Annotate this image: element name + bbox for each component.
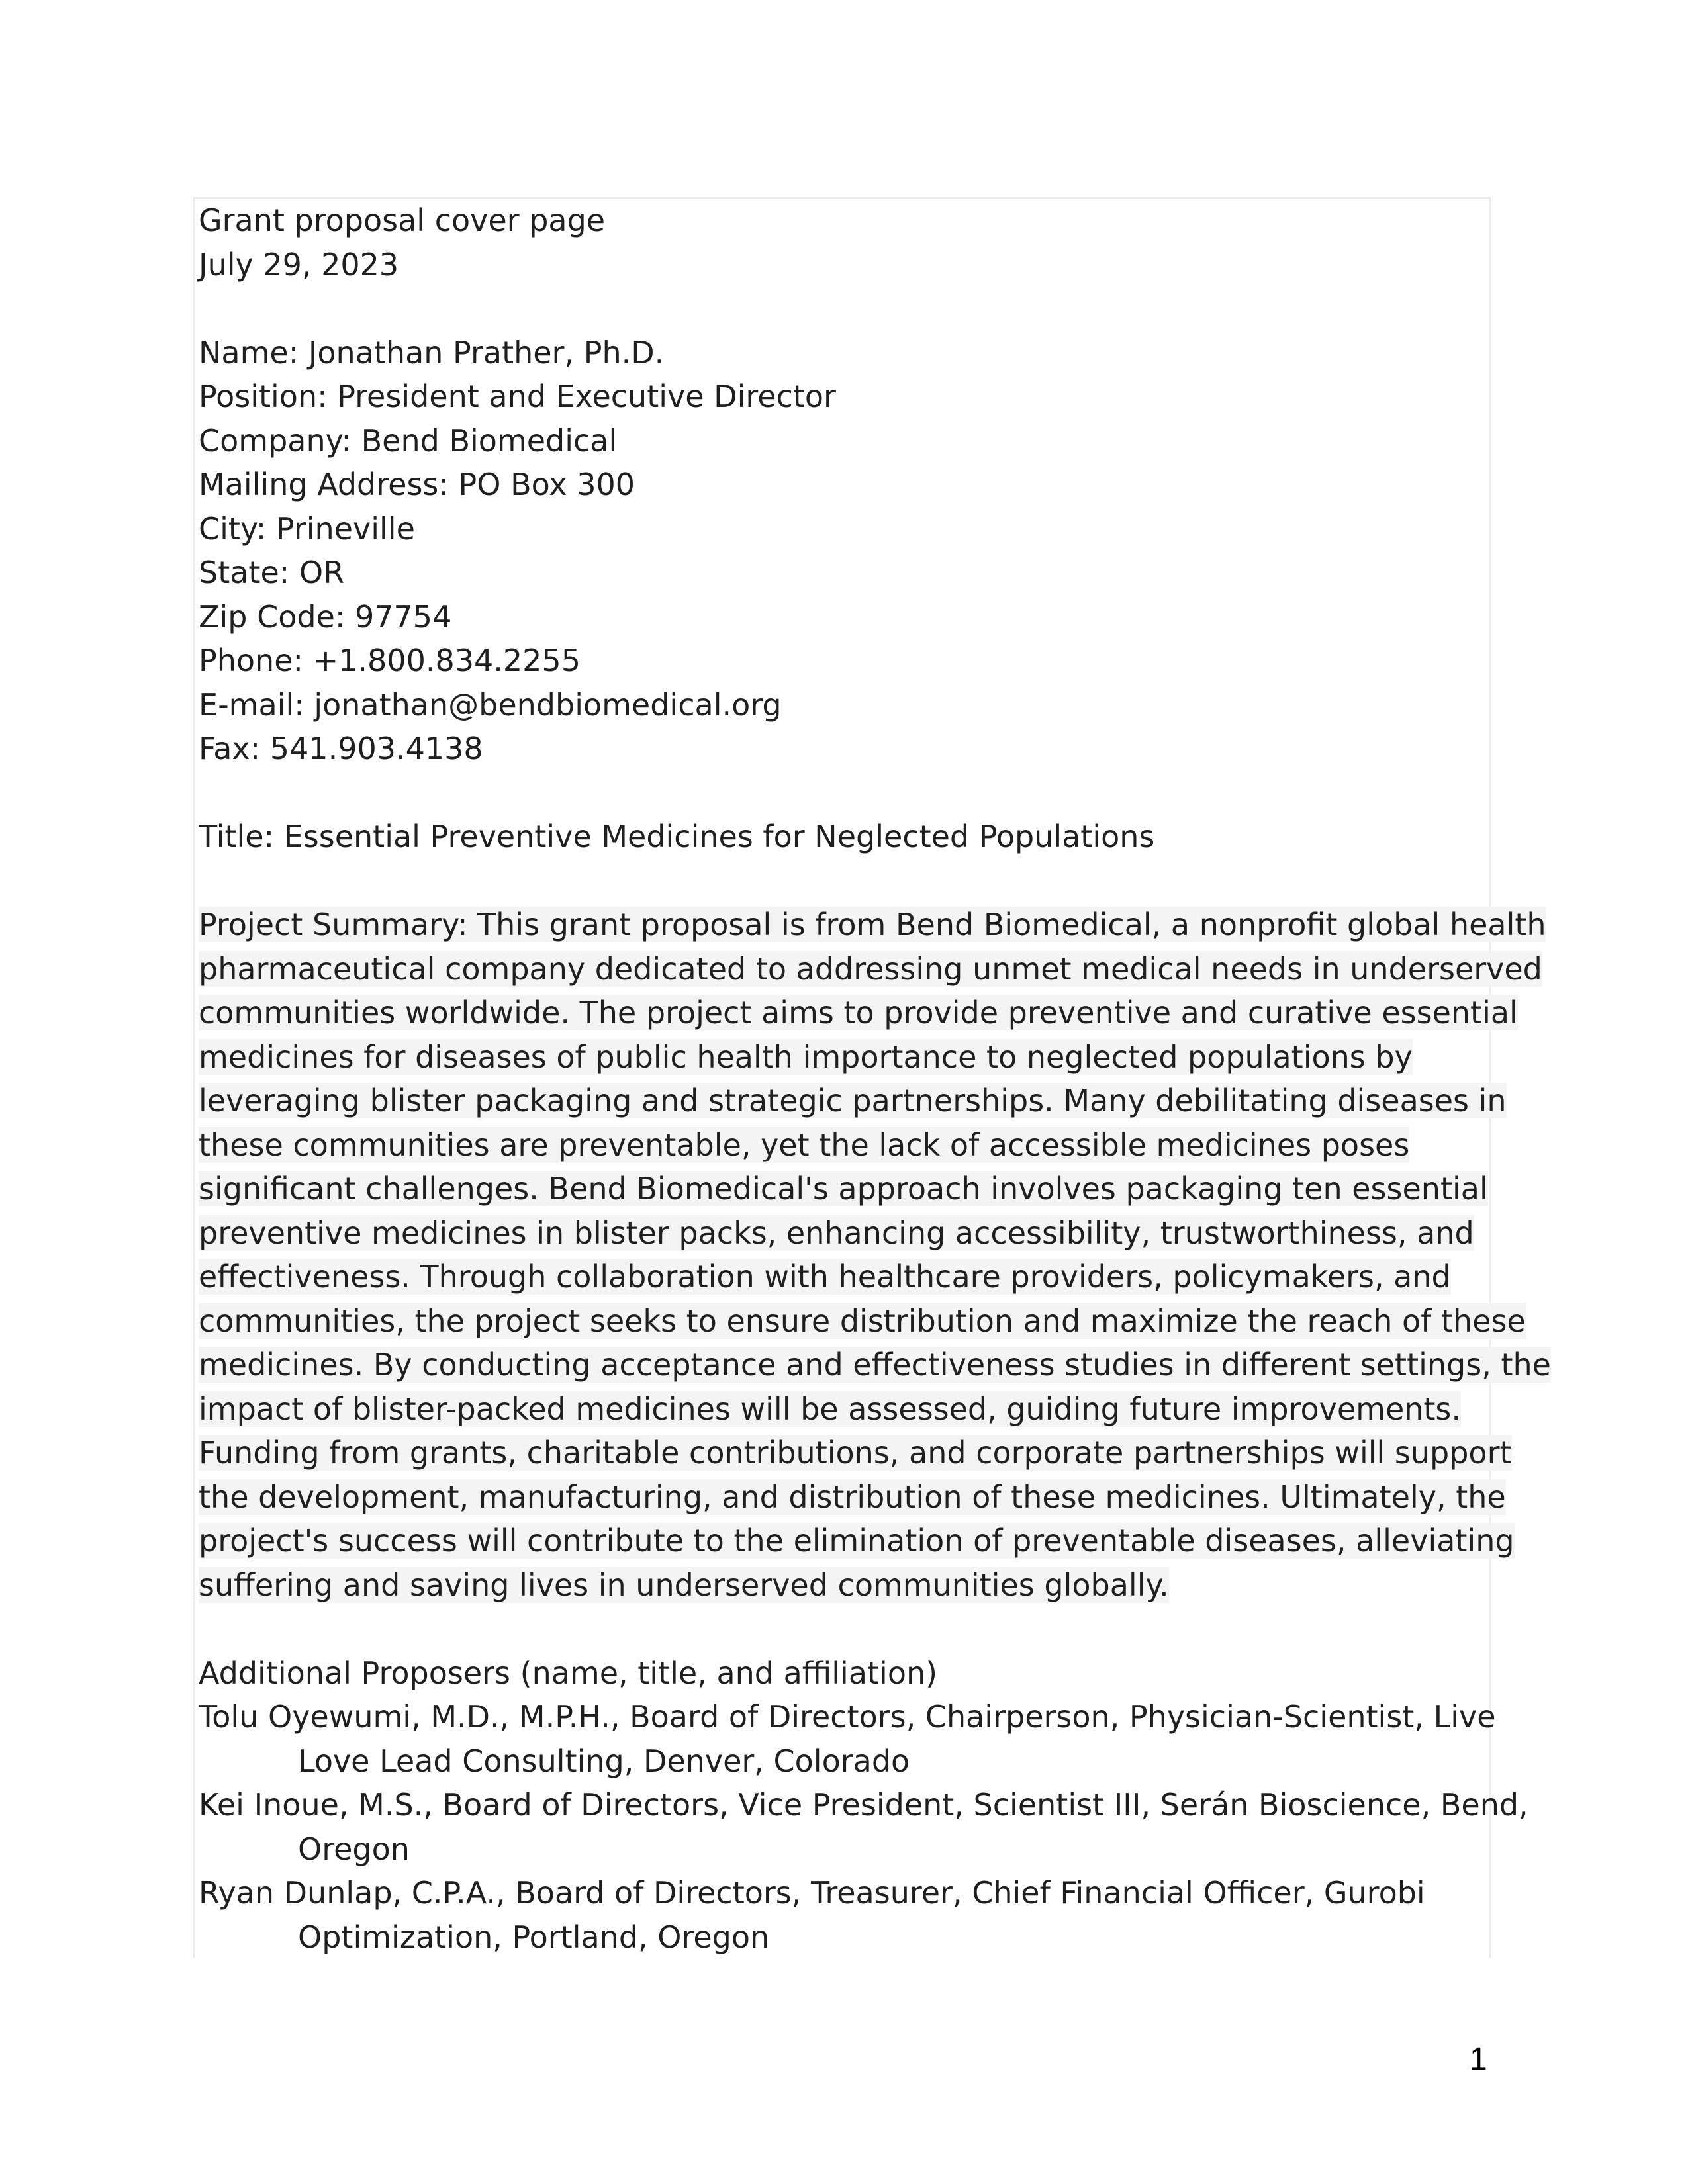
contact-company: Company: Bend Biomedical xyxy=(199,422,618,459)
summary-line: Funding from grants, charitable contributions, and corporate partnerships will support xyxy=(199,1435,1512,1471)
document-body xyxy=(199,199,1551,1959)
proposer-entry xyxy=(199,1695,1496,1783)
summary-line: project's success will contribute to the elimination of preventable diseases, alleviating xyxy=(199,1523,1515,1559)
spacer xyxy=(199,771,1491,815)
summary-line: the development, manufacturing, and distribution of these medicines. Ultimately, the xyxy=(199,1479,1506,1515)
proposer-line: Ryan Dunlap, C.P.A., Board of Directors, Treasurer, Chief Financial Officer, Gurobi xyxy=(199,1875,1425,1911)
summary-line: communities, the project seeks to ensure distribution and maximize the reach of these xyxy=(199,1302,1526,1339)
document-date: July 29, 2023 xyxy=(199,246,399,283)
page-number: 1 xyxy=(1470,2042,1487,2077)
proposer-continuation: Love Lead Consulting, Denver, Colorado xyxy=(298,1743,910,1779)
proposer-continuation: Oregon xyxy=(298,1831,410,1867)
summary-line: medicines. By conducting acceptance and effectiveness studies in different settings, the xyxy=(199,1347,1551,1383)
contact-fax: Fax: 541.903.4138 xyxy=(199,731,483,766)
proposer-continuation: Optimization, Portland, Oregon xyxy=(298,1919,770,1955)
contact-position: Position: President and Executive Director xyxy=(199,379,836,414)
summary-line: Project Summary: This grant proposal is from Bend Biomedical, a nonprofit global health xyxy=(199,907,1546,942)
contact-city: City: Prineville xyxy=(199,510,415,547)
spacer xyxy=(199,287,1491,331)
proposer-entry xyxy=(199,1871,1491,1959)
proposer-line: Kei Inoue, M.S., Board of Directors, Vice President, Scientist III, Serán Bioscience, Bend, xyxy=(199,1787,1528,1823)
summary-line: significant challenges. Bend Biomedical's approach involves packaging ten essential xyxy=(199,1171,1488,1206)
summary-line: preventive medicines in blister packs, enhancing accessibility, trustworthiness, and xyxy=(199,1214,1474,1251)
contact-name: Name: Jonathan Prather, Ph.D. xyxy=(199,334,665,371)
summary-line: effectiveness. Through collaboration with healthcare providers, policymakers, and xyxy=(199,1259,1451,1295)
contact-zip: Zip Code: 97754 xyxy=(199,598,452,635)
proposer-line: Tolu Oyewumi, M.D., M.P.H., Board of Directors, Chairperson, Physician-Scientist, Live xyxy=(199,1699,1496,1735)
summary-line: impact of blister-packed medicines will be assessed, guiding future improvements. xyxy=(199,1390,1462,1427)
spacer xyxy=(199,859,1491,903)
summary-line: medicines for diseases of public health importance to neglected populations by xyxy=(199,1038,1413,1075)
summary-line: communities worldwide. The project aims to provide preventive and curative essential xyxy=(199,995,1518,1030)
contact-email: E-mail: jonathan@bendbiomedical.org xyxy=(199,686,782,723)
contact-state: State: OR xyxy=(199,555,345,590)
summary-line: leveraging blister packaging and strategic partnerships. Many debilitating diseases in xyxy=(199,1083,1507,1118)
summary-line: suffering and saving lives in underserved communities globally. xyxy=(199,1567,1169,1603)
spacer xyxy=(199,1607,1491,1651)
contact-mailing-address: Mailing Address: PO Box 300 xyxy=(199,467,635,502)
project-summary xyxy=(199,903,1551,1607)
proposal-title: Title: Essential Preventive Medicines for Neglected Populations xyxy=(199,819,1155,854)
summary-line: pharmaceutical company dedicated to addressing unmet medical needs in underserved xyxy=(199,950,1542,987)
document-title: Grant proposal cover page xyxy=(199,203,606,238)
summary-line: these communities are preventable, yet the lack of accessible medicines poses xyxy=(199,1126,1410,1163)
proposer-entry xyxy=(199,1783,1528,1871)
contact-phone: Phone: +1.800.834.2255 xyxy=(199,643,581,678)
proposers-heading: Additional Proposers (name, title, and affiliation) xyxy=(199,1655,938,1691)
